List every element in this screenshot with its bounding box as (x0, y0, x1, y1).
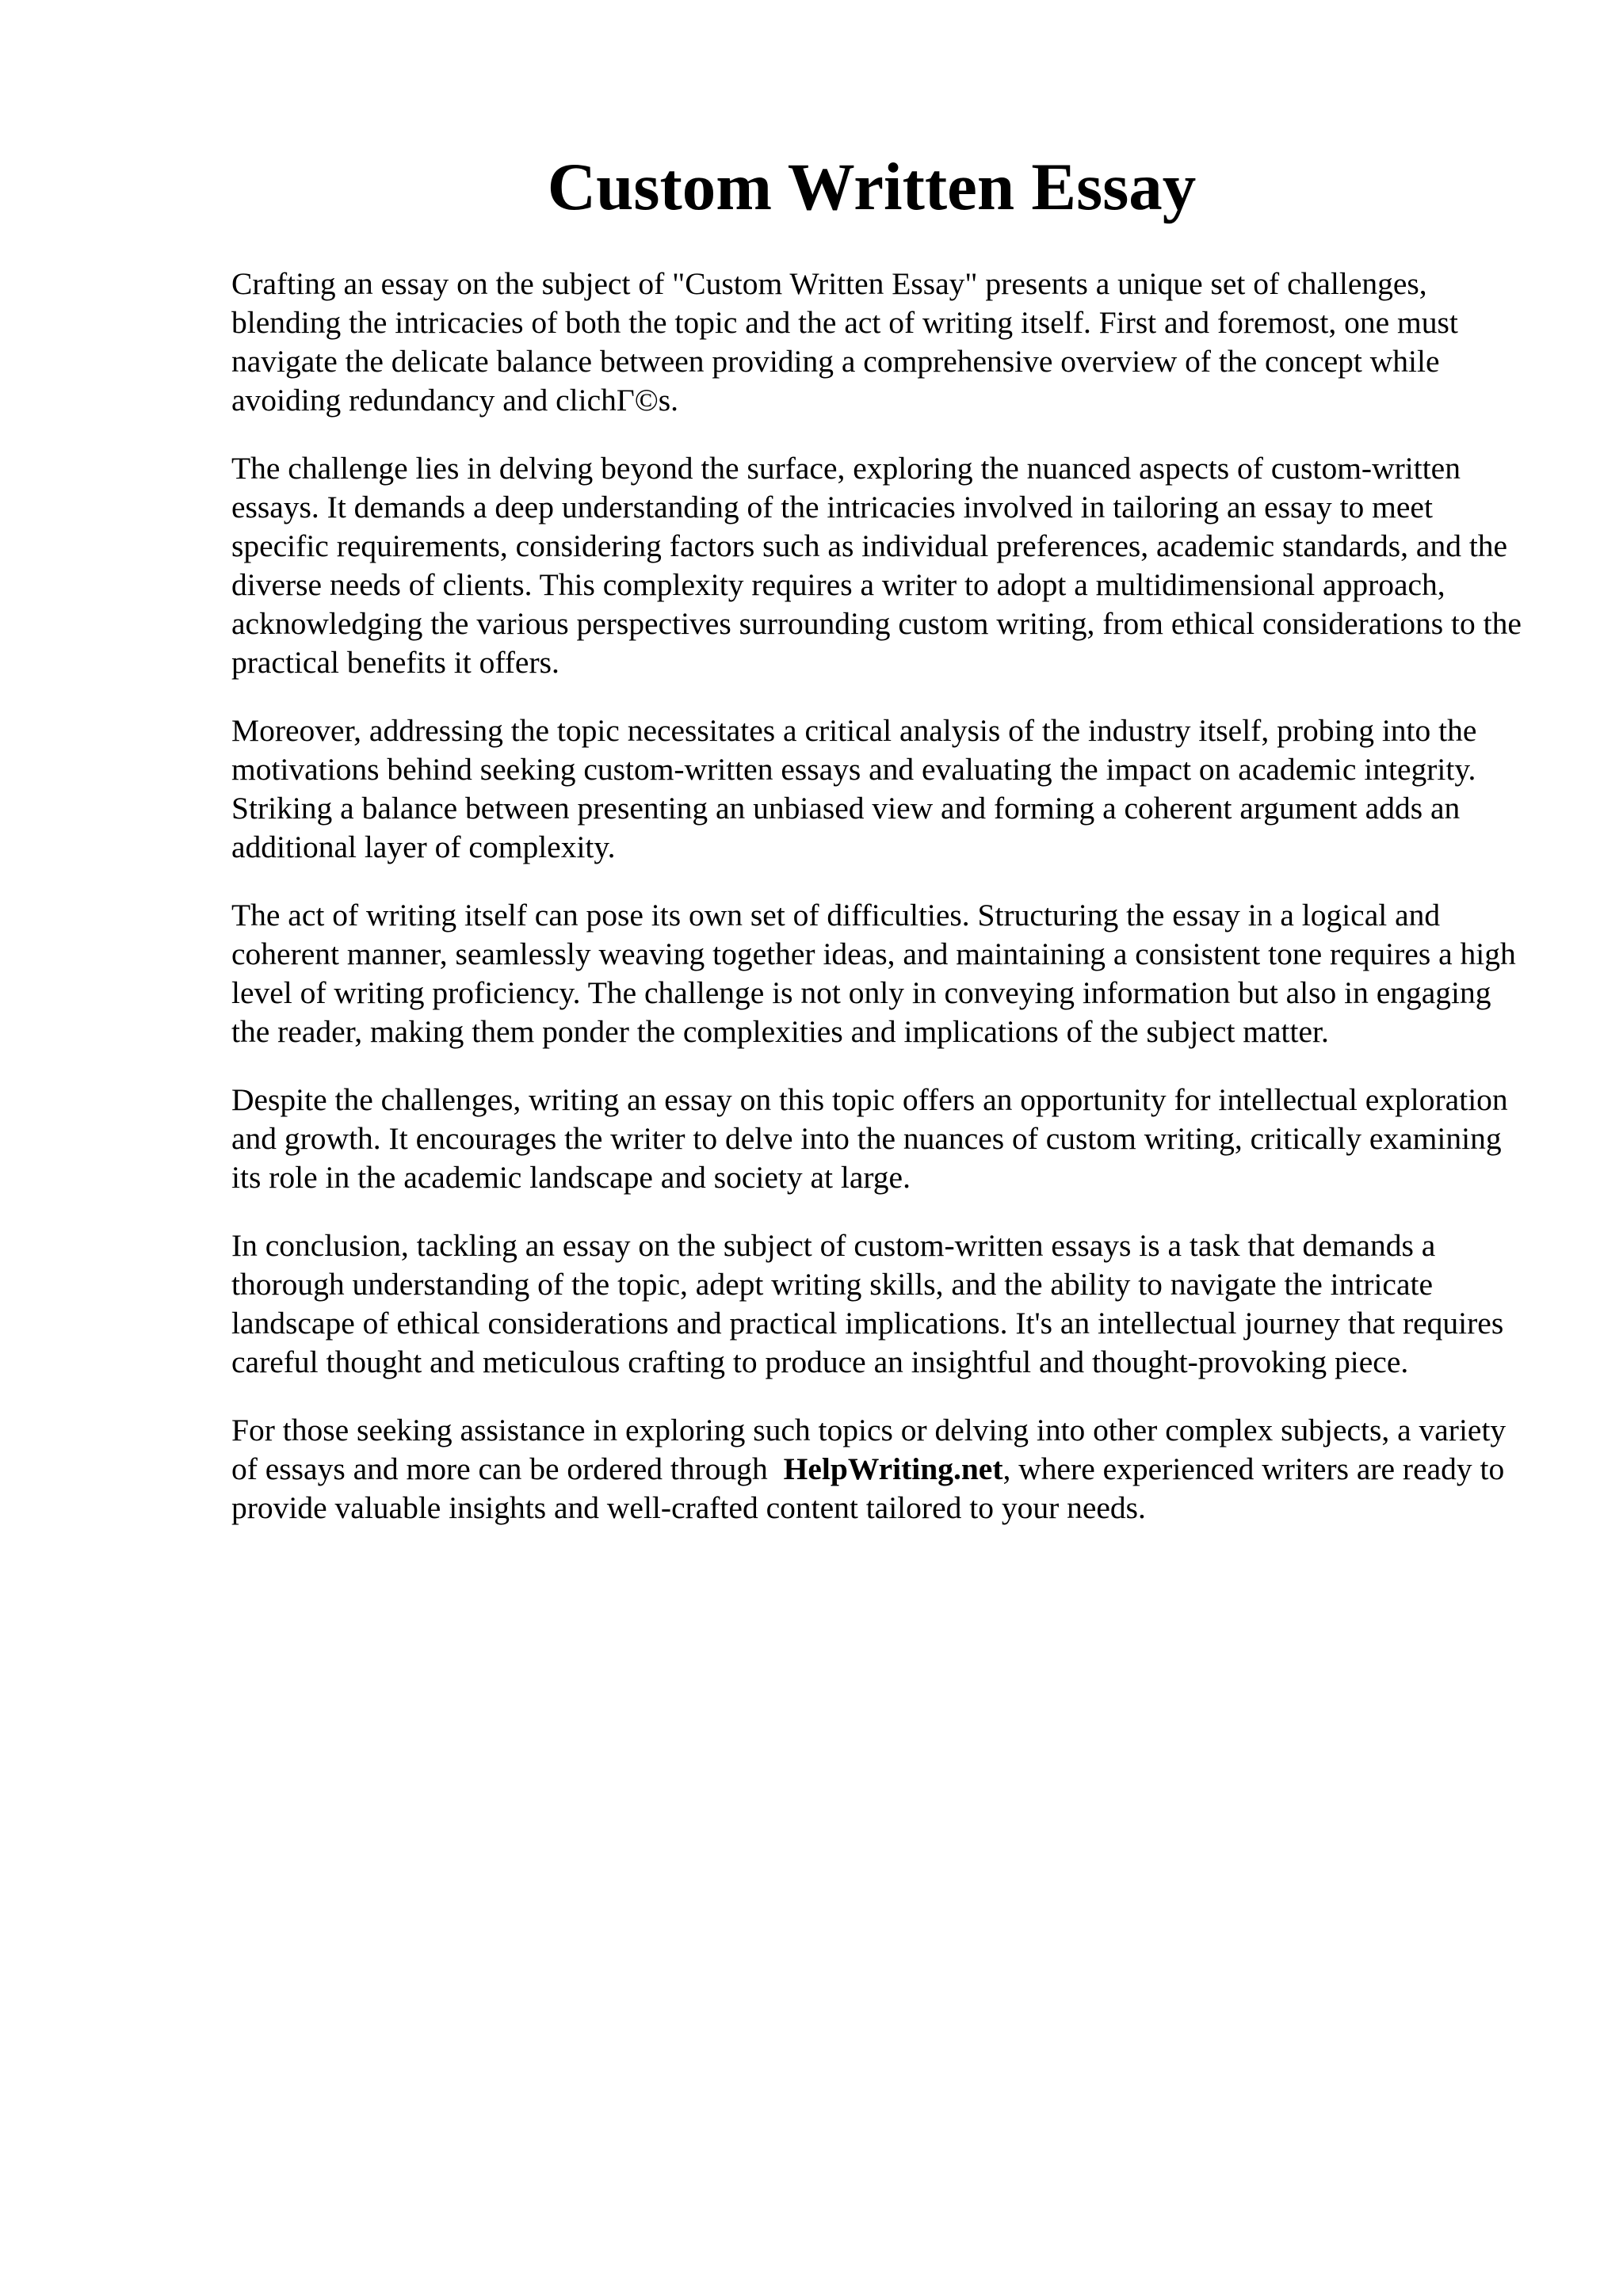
paragraph-writing-difficulties: The act of writing itself can pose its own set of difficulties. Structuring the essay in a logical and coherent manner, seamlessly weaving together ideas, and maintaining a consistent tone requires a high level of writing proficiency. The challenge is not only in conveying information but also in engaging the reader, making them ponder the complexities and implications of the subject matter. (231, 898, 1516, 1049)
document-body (231, 265, 1526, 1557)
closing-text-after-link: , where experienced writers are ready to provide valuable insights and well-crafted content tailored to your needs. (231, 1451, 1505, 1525)
paragraph-challenge: The challenge lies in delving beyond the surface, exploring the nuanced aspects of custom-written essays. It demands a deep understanding of the intricacies involved in tailoring an essay to meet specific requirements, considering factors such as individual preferences, academic standards, and the diverse needs of clients. This complexity requires a writer to adopt a multidimensional approach, acknowledging the various perspectives surrounding custom writing, from ethical considerations to the practical benefits it offers. (231, 451, 1522, 680)
paragraph-conclusion: In conclusion, tackling an essay on the subject of custom-written essays is a task that demands a thorough understanding of the topic, adept writing skills, and the ability to navigate the intricate landscape of ethical considerations and practical implications. It's an intellectual journey that requires careful thought and meticulous crafting to produce an insightful and thought-provoking piece. (231, 1228, 1504, 1379)
closing-text-before-link: For those seeking assistance in exploring such topics or delving into other complex subjects, a variety of essays and more can be ordered through (231, 1413, 1507, 1486)
paragraph-opportunity: Despite the challenges, writing an essay on this topic offers an opportunity for intellectual exploration and growth. It encourages the writer to delve into the nuances of custom writing, critically examining its role in the academic landscape and society at large. (231, 1082, 1508, 1195)
document-title: Custom Written Essay (547, 150, 1197, 224)
helpwriting-link[interactable]: HelpWriting.net (783, 1451, 1003, 1486)
paragraph-industry-analysis: Moreover, addressing the topic necessitates a critical analysis of the industry itself, probing into the motivations behind seeking custom-written essays and evaluating the impact on academic integrity. Striking a balance between presenting an unbiased view and forming a coherent argument adds an additional layer of complexity. (231, 713, 1477, 864)
paragraph-intro: Crafting an essay on the subject of "Custom Written Essay" presents a unique set of challenges, blending the intricacies of both the topic and the act of writing itself. First and foremost, one must navigate the delicate balance between providing a comprehensive overview of the concept while avoiding redundancy and clichГ©s. (231, 266, 1458, 418)
paragraph-closing (231, 1411, 1526, 1527)
